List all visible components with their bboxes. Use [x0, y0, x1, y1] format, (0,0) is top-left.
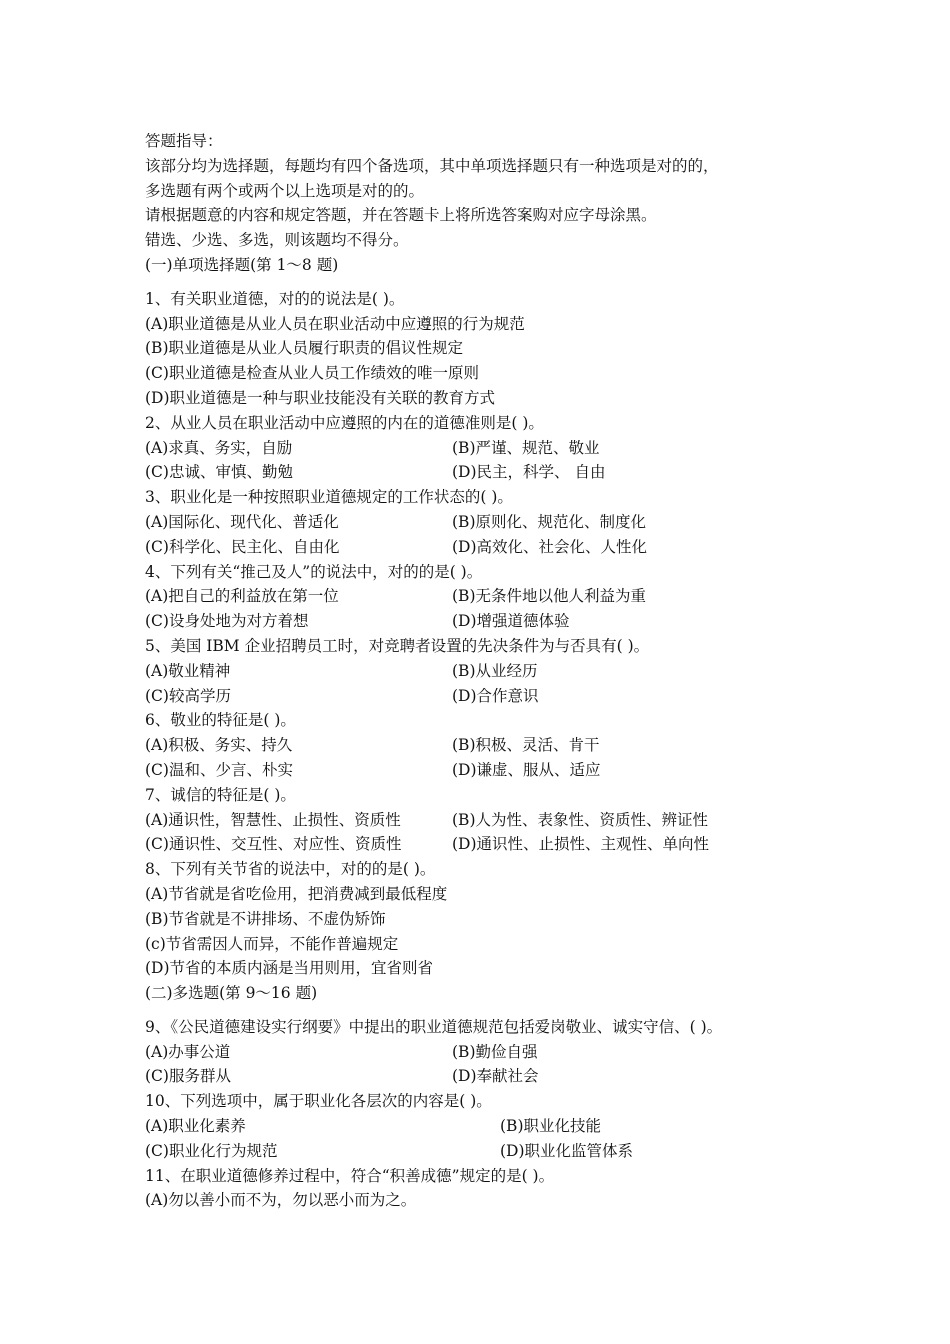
question-1-option-c: (C)职业道德是检查从业人员工作绩效的唯一原则 [145, 364, 479, 383]
question-8-option-c: (c)节省需因人而异，不能作普遍规定 [145, 934, 399, 953]
question-8-stem: 8、下列有关节省的说法中，对的的是( )。 [145, 860, 436, 879]
question-9-option-a: (A)办事公道 [145, 1042, 231, 1061]
question-10-option-a: (A)职业化素养 [145, 1117, 246, 1136]
question-7-options-row [145, 808, 845, 833]
question-4-option-b: (B)无条件地以他人利益为重 [452, 587, 646, 606]
intro-heading: 答题指导： [145, 132, 223, 150]
question-3-option-a: (A)国际化、现代化、普适化 [145, 512, 339, 531]
question-5-stem: 5、美国 IBM 企业招聘员工时，对竞聘者设置的先决条件为与否具有( )。 [145, 636, 650, 655]
question-10-options-row [145, 1114, 845, 1139]
intro-line: 多选题有两个或两个以上选项是对的的。 [145, 181, 425, 200]
question-6-options-row [145, 733, 845, 758]
question-1-option-d: (D)职业道德是一种与职业技能没有关联的教育方式 [145, 388, 496, 407]
question-11-option-a: (A)勿以善小而不为，勿以恶小而为之。 [145, 1191, 417, 1210]
question-8-option-d: (D)节省的本质内涵是当用则用，宜省则省 [145, 959, 434, 978]
question-4-options-row [145, 609, 845, 634]
question-1-stem: 1、有关职业道德，对的的说法是( )。 [145, 289, 405, 308]
question-6-option-d: (D)谦虚、服从、适应 [452, 760, 601, 779]
question-4-option-d: (D)增强道德体验 [452, 612, 570, 631]
question-2-option-d: (D)民主，科学、 自由 [452, 463, 606, 482]
question-3-option-c: (C)科学化、民主化、自由化 [145, 537, 340, 556]
question-2-option-c: (C)忠诚、审慎、勤勉 [145, 463, 293, 482]
question-10-stem: 10、下列选项中，属于职业化各层次的内容是( )。 [145, 1092, 492, 1111]
question-7-option-a: (A)通识性，智慧性、止损性、资质性 [145, 810, 401, 829]
question-8-option-a: (A)节省就是省吃俭用，把消费减到最低程度 [145, 884, 448, 903]
question-5-options-row [145, 659, 845, 684]
question-2-option-b: (B)严谨、规范、敬业 [452, 438, 600, 457]
question-9-option-d: (D)奉献社会 [452, 1067, 539, 1086]
question-3-stem: 3、职业化是一种按照职业道德规定的工作状态的( )。 [145, 488, 513, 507]
question-4-stem: 4、下列有关“推己及人”的说法中，对的的是( )。 [145, 562, 483, 581]
question-6-options-row [145, 758, 845, 783]
section-title-multiple-choice: (二)多选题(第 9～16 题) [145, 984, 318, 1003]
question-2-options-row [145, 436, 845, 461]
question-9-option-c: (C)服务群从 [145, 1067, 231, 1086]
question-2-stem: 2、从业人员在职业活动中应遵照的内在的道德准则是( )。 [145, 413, 544, 432]
question-6-option-a: (A)积极、务实、持久 [145, 736, 293, 755]
question-6-option-c: (C)温和、少言、朴实 [145, 760, 293, 779]
question-3-options-row [145, 510, 845, 535]
question-7-option-b: (B)人为性、表象性、资质性、辨证性 [452, 810, 708, 829]
document-page [145, 129, 845, 1213]
question-3-option-b: (B)原则化、规范化、制度化 [452, 512, 646, 531]
intro-line: 错选、少选、多选，则该题均不得分。 [145, 231, 409, 250]
question-6-stem: 6、敬业的特征是( )。 [145, 711, 296, 730]
question-4-option-c: (C)设身处地为对方着想 [145, 612, 309, 631]
question-9-stem: 9、《公民道德建设实行纲要》中提出的职业道德规范包括爱岗敬业、诚实守信、( )。 [145, 1017, 723, 1036]
question-5-option-d: (D)合作意识 [452, 686, 539, 705]
question-5-options-row [145, 684, 845, 709]
question-7-option-c: (C)通识性、交互性、对应性、资质性 [145, 835, 402, 854]
question-10-option-c: (C)职业化行为规范 [145, 1141, 278, 1160]
intro-line: 该部分均为选择题，每题均有四个备选项，其中单项选择题只有一种选项是对的的， [145, 156, 719, 175]
question-3-option-d: (D)高效化、社会化、人性化 [452, 537, 648, 556]
question-4-option-a: (A)把自己的利益放在第一位 [145, 587, 339, 606]
question-10-option-b: (B)职业化技能 [500, 1117, 601, 1136]
question-3-options-row [145, 535, 845, 560]
question-9-option-b: (B)勤俭自强 [452, 1042, 538, 1061]
question-4-options-row [145, 584, 845, 609]
intro-line: 请根据题意的内容和规定答题，并在答题卡上将所选答案购对应字母涂黑。 [145, 206, 657, 225]
question-5-option-c: (C)较高学历 [145, 686, 231, 705]
question-2-options-row [145, 460, 845, 485]
question-10-option-d: (D)职业化监管体系 [500, 1141, 634, 1160]
question-11-stem: 11、在职业道德修养过程中，符合“积善成德”规定的是( )。 [145, 1166, 555, 1185]
question-6-option-b: (B)积极、灵活、肯干 [452, 736, 600, 755]
question-2-option-a: (A)求真、务实，自励 [145, 438, 293, 457]
question-5-option-b: (B)从业经历 [452, 661, 538, 680]
question-1-option-b: (B)职业道德是从业人员履行职责的倡议性规定 [145, 339, 463, 358]
question-7-options-row [145, 832, 845, 857]
section-title-single-choice: (一)单项选择题(第 1～8 题) [145, 255, 339, 274]
question-8-option-b: (B)节省就是不讲排场、不虚伪矫饰 [145, 909, 386, 928]
question-10-options-row [145, 1139, 845, 1164]
question-9-options-row [145, 1064, 845, 1089]
question-7-stem: 7、诚信的特征是( )。 [145, 785, 296, 804]
question-1-option-a: (A)职业道德是从业人员在职业活动中应遵照的行为规范 [145, 314, 525, 333]
question-9-options-row [145, 1040, 845, 1065]
question-7-option-d: (D)通识性、止损性、主观性、单向性 [452, 835, 710, 854]
question-5-option-a: (A)敬业精神 [145, 661, 231, 680]
